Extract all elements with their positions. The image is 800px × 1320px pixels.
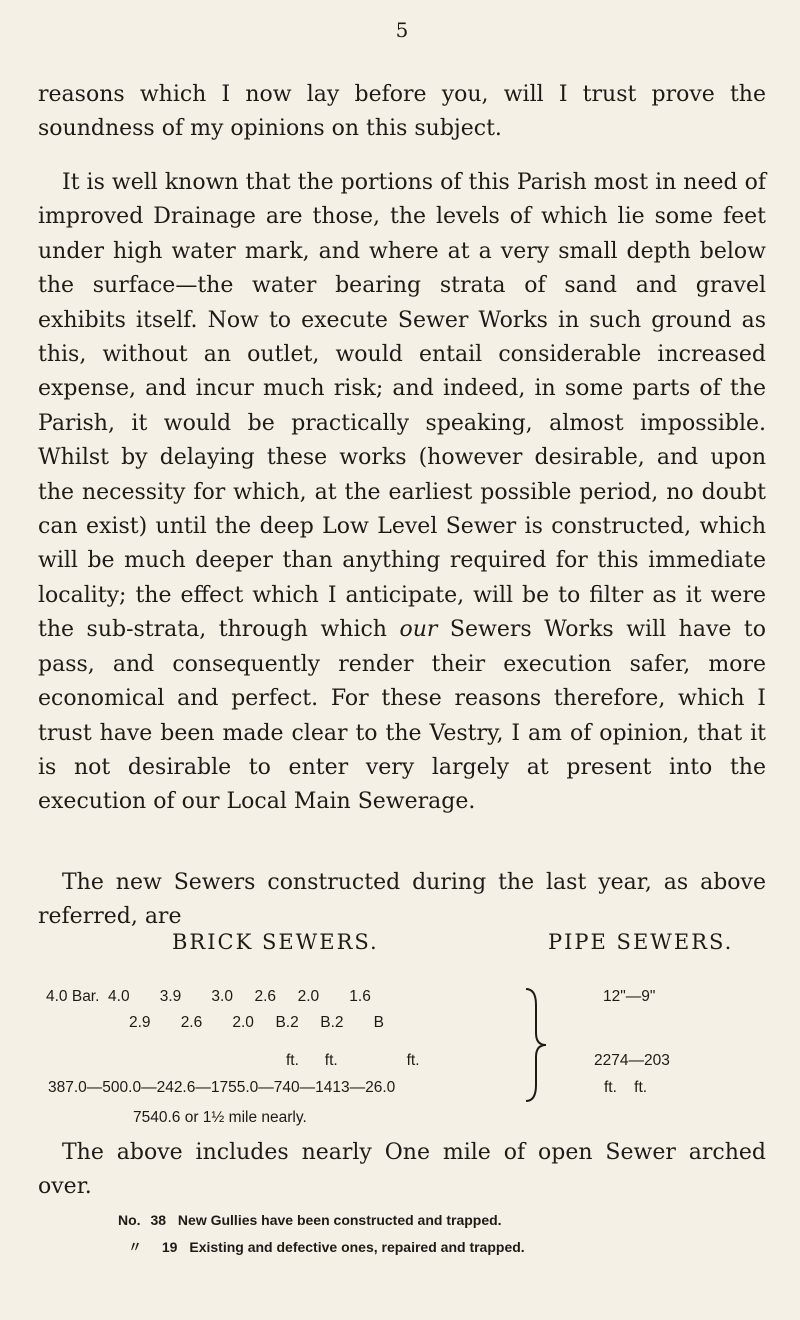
note-prefix: 〃 bbox=[128, 1239, 142, 1255]
paragraph-2 bbox=[38, 166, 766, 820]
brick-table-total: 7540.6 or 1½ mile nearly. bbox=[133, 1109, 307, 1126]
paragraph-2-part-b: Sewers Works will have to pass, and consequently render their execution safer, more economical and perfect. For these reasons therefore, which I trust have been made clear to the Vestry, I am of opinion, that it is not desirable to enter very largely at present into the execution of our Local Main Sewerage. bbox=[38, 617, 766, 815]
paragraph-3: The new Sewers constructed during the last year, as above referred, are bbox=[38, 870, 766, 930]
pipe-size: 12"—9" bbox=[603, 988, 656, 1005]
note-count: 38 bbox=[150, 1212, 167, 1228]
paragraph-1: reasons which I now lay before you, will I trust prove the soundness of my opinions on this subject. bbox=[38, 82, 766, 142]
note-prefix: No. bbox=[118, 1212, 141, 1228]
pipe-units: ft. ft. bbox=[604, 1079, 648, 1096]
brick-sewers-heading: BRICK SEWERS. bbox=[172, 930, 379, 954]
brick-table-row-3: ft. ft. ft. bbox=[286, 1052, 420, 1069]
paragraph-2-emphasis: our bbox=[399, 617, 438, 643]
paragraph-4: The above includes nearly One mile of open Sewer arched over. bbox=[38, 1140, 766, 1200]
brick-table-row-4: 387.0—500.0—242.6—1755.0—740—1413—26.0 bbox=[48, 1079, 396, 1096]
right-brace-icon bbox=[522, 985, 550, 1105]
note-text: New Gullies have been constructed and trapped. bbox=[177, 1212, 502, 1228]
note-row-1 bbox=[118, 1212, 502, 1228]
note-row-2 bbox=[118, 1237, 525, 1257]
brick-table-row-2: 2.9 2.6 2.0 B.2 B.2 B bbox=[129, 1014, 385, 1031]
pipe-sewers-heading: PIPE SEWERS. bbox=[548, 930, 734, 954]
brick-table-row-1: 4.0 Bar. 4.0 3.9 3.0 2.6 2.0 1.6 bbox=[46, 988, 371, 1005]
pipe-lengths: 2274—203 bbox=[594, 1052, 670, 1069]
paragraph-2-part-a: It is well known that the portions of this Parish most in need of improved Drainage are those, the levels of which lie some feet under high water mark, and where at a very small depth below the surface—the water bearing strata of sand and gravel exhibits itself. Now to execute Sewer Works in such ground as this, without an outlet, would entail considerable increased expense, and incur much risk; and indeed, in some parts of the Parish, it would be practically speaking, almost impossible. Whilst by delaying these works (however desirable, and upon the necessity for which, at the earliest possible period, no doubt can exist) until the deep Low Level Sewer is constructed, which will be much deeper than anything required for this immediate locality; the effect which I anticipate, will be to filter as it were the sub-strata, through which bbox=[38, 170, 766, 643]
note-count: 19 bbox=[161, 1239, 178, 1255]
page-number: 5 bbox=[395, 18, 409, 42]
note-text: Existing and defective ones, repaired and trapped. bbox=[189, 1239, 525, 1255]
